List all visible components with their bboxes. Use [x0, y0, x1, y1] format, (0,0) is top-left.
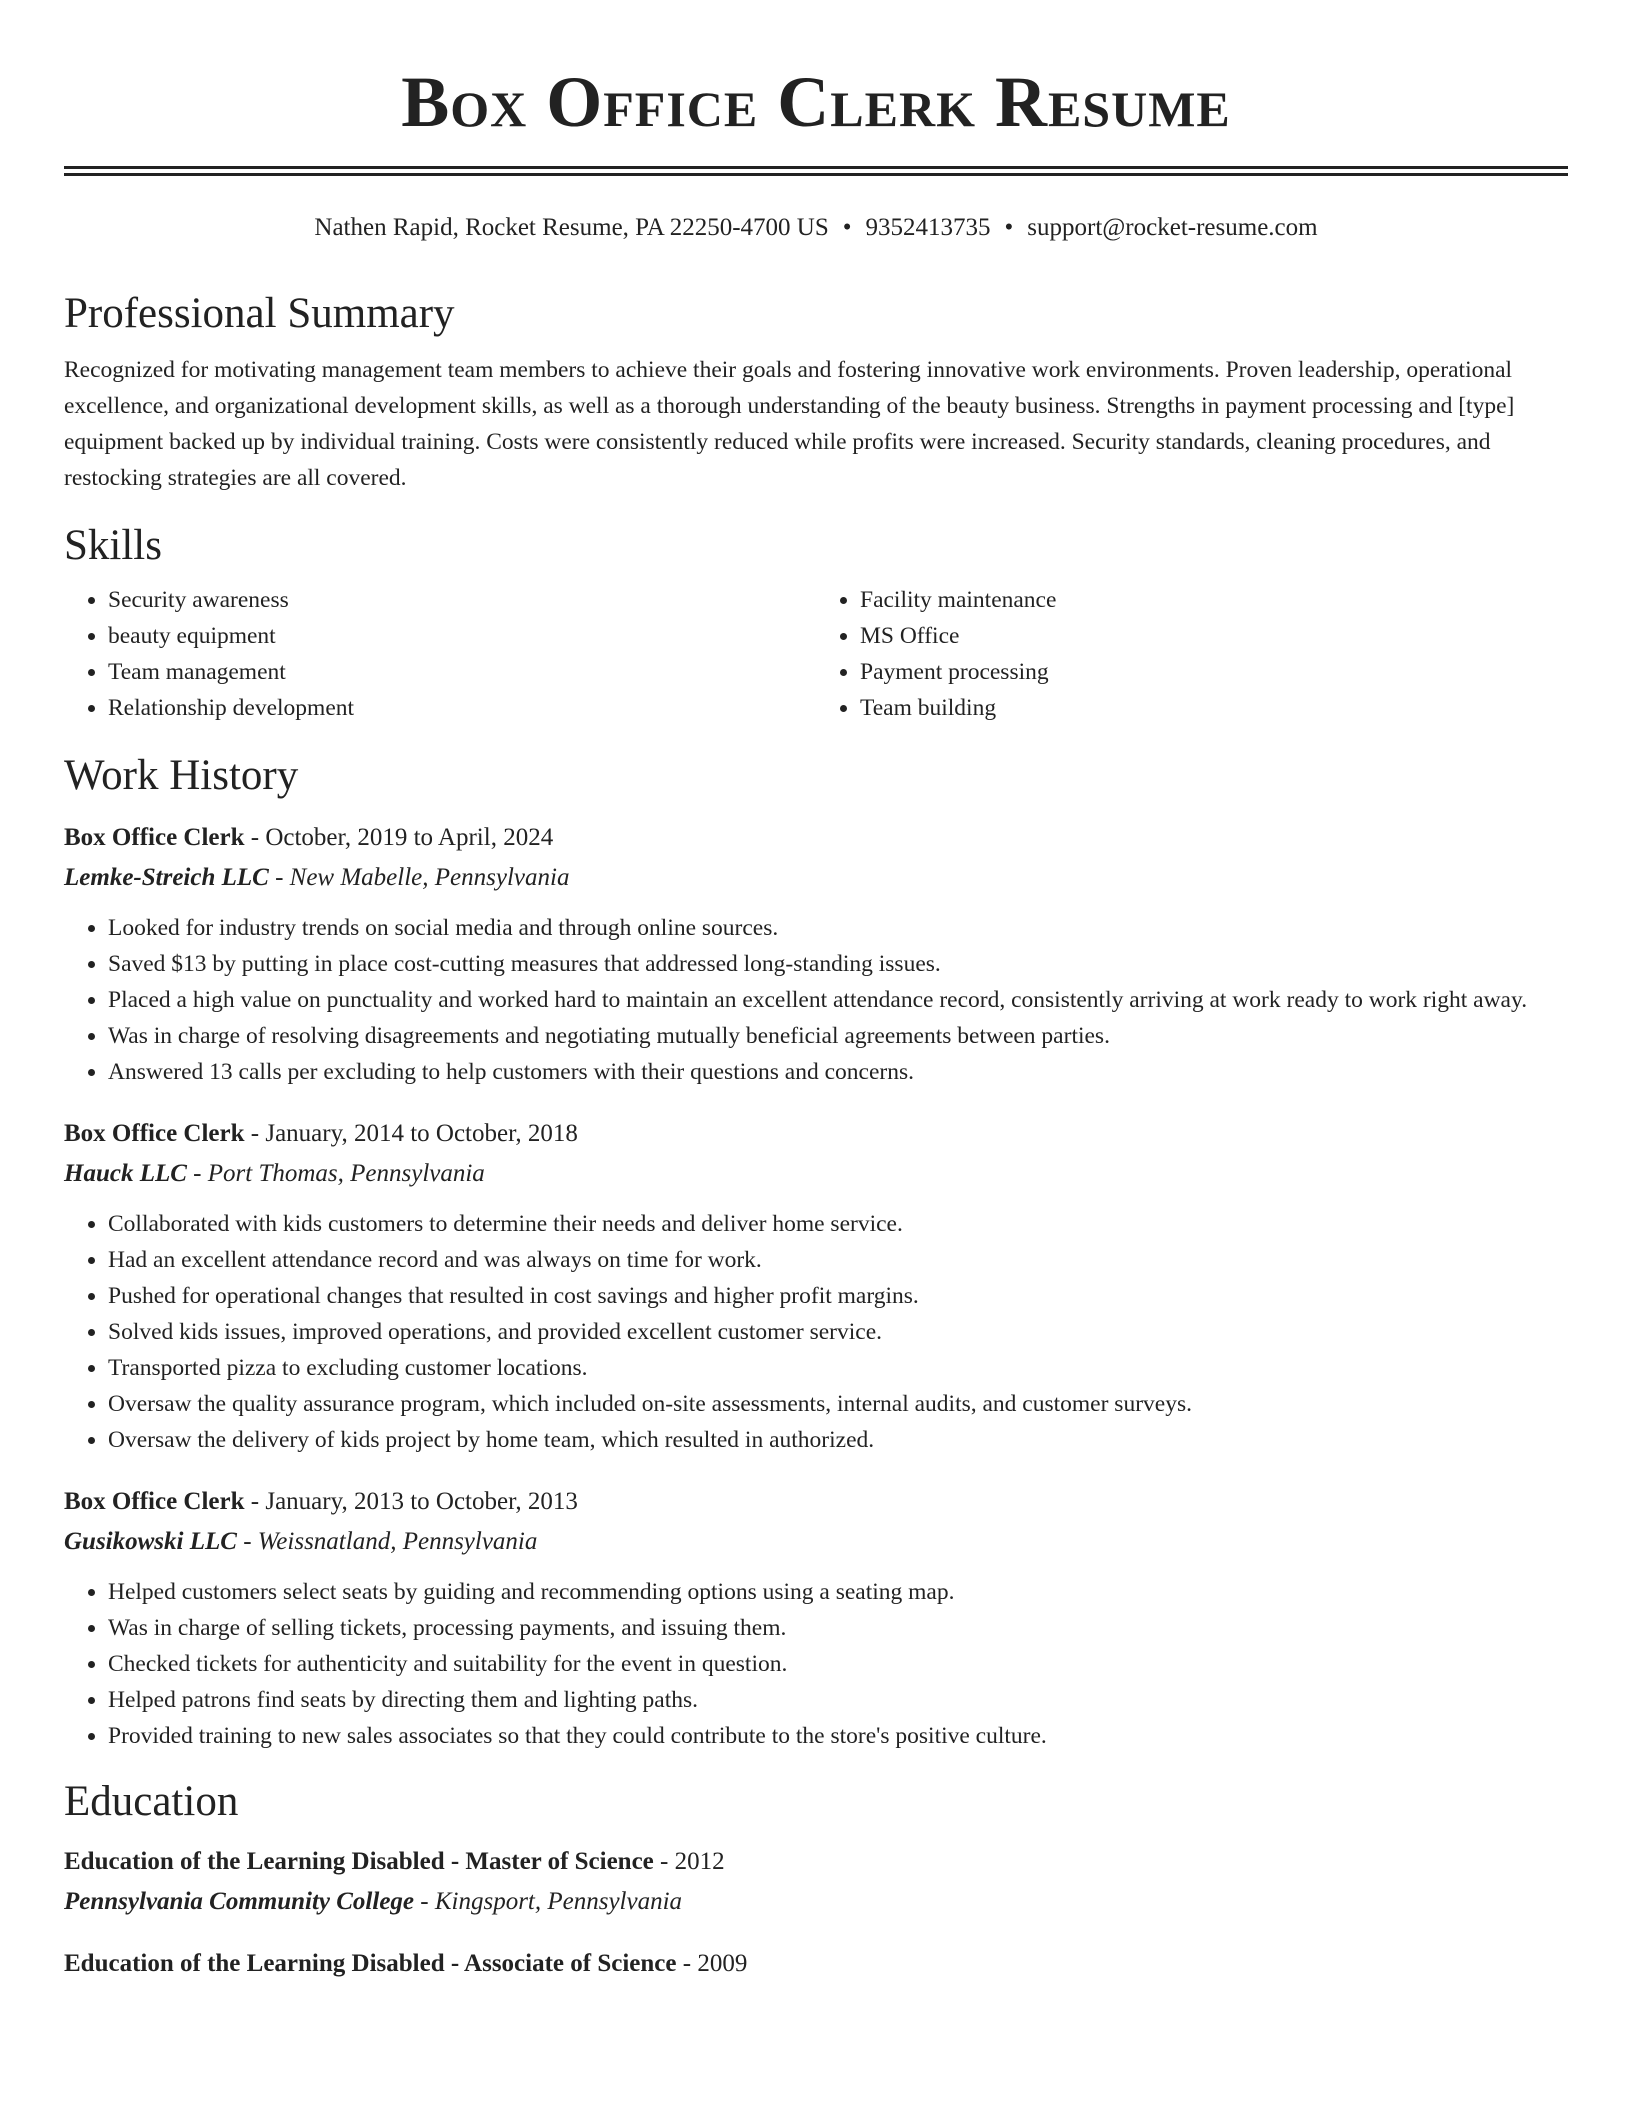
job-entry	[64, 1482, 1568, 1754]
company-name: Gusikowski LLC	[64, 1528, 237, 1555]
degree-name: Education of the Learning Disabled - Master of Science	[64, 1848, 654, 1875]
job-bullet: • Pushed for operational changes that resulted in cost savings and higher profit margins.	[108, 1278, 1568, 1314]
job-entry	[64, 1114, 1568, 1458]
job-bullet: • Answered 13 calls per excluding to help customers with their questions and concerns.	[108, 1054, 1568, 1090]
degree-line	[64, 1944, 1568, 1984]
skills-column-right	[816, 582, 1568, 726]
skill-item: • MS Office	[860, 618, 1568, 654]
skills-list	[64, 582, 1568, 726]
company-name: Hauck LLC	[64, 1160, 187, 1187]
job-bullet: • Transported pizza to excluding customer locations.	[108, 1350, 1568, 1386]
job-bullets	[64, 910, 1568, 1090]
degree-name: Education of the Learning Disabled - Associate of Science	[64, 1950, 677, 1977]
skill-item: • Security awareness	[108, 582, 816, 618]
skill-item: • Team building	[860, 690, 1568, 726]
skill-item: • beauty equipment	[108, 618, 816, 654]
job-dates: - October, 2019 to April, 2024	[244, 824, 554, 851]
company-location: - New Mabelle, Pennsylvania	[268, 864, 570, 891]
contact-separator: •	[1004, 214, 1014, 241]
job-title-line	[64, 1482, 1568, 1522]
company-line	[64, 1522, 1568, 1562]
company-name: Lemke-Streich LLC	[64, 864, 269, 891]
contact-separator: •	[842, 214, 852, 241]
skill-item: • Team management	[108, 654, 816, 690]
job-bullet: • Looked for industry trends on social media and through online sources.	[108, 910, 1568, 946]
job-bullet: • Checked tickets for authenticity and suitability for the event in question.	[108, 1646, 1568, 1682]
job-bullet: • Saved $13 by putting in place cost-cutting measures that addressed long-standing issues.	[108, 946, 1568, 982]
degree-year: - 2012	[653, 1848, 725, 1875]
contact-address: Nathen Rapid, Rocket Resume, PA 22250-4700 US	[314, 214, 829, 241]
job-bullet: • Helped patrons find seats by directing them and lighting paths.	[108, 1682, 1568, 1718]
company-line	[64, 858, 1568, 898]
job-bullet: • Was in charge of selling tickets, processing payments, and issuing them.	[108, 1610, 1568, 1646]
job-bullet: • Had an excellent attendance record and was always on time for work.	[108, 1242, 1568, 1278]
contact-phone: 9352413735	[865, 214, 991, 241]
job-title: Box Office Clerk	[64, 1488, 245, 1515]
school-line	[64, 1882, 1568, 1922]
resume-title: Box Office Clerk Resume	[401, 62, 1231, 142]
education-entry	[64, 1842, 1568, 1922]
job-bullet: • Provided training to new sales associates so that they could contribute to the store's positive culture.	[108, 1718, 1568, 1754]
degree-line	[64, 1842, 1568, 1882]
job-bullet: • Collaborated with kids customers to determine their needs and deliver home service.	[108, 1206, 1568, 1242]
skills-heading: Skills	[64, 522, 162, 569]
skill-item: • Facility maintenance	[860, 582, 1568, 618]
job-bullets	[64, 1206, 1568, 1458]
skill-item: • Relationship development	[108, 690, 816, 726]
company-location: - Port Thomas, Pennsylvania	[186, 1160, 485, 1187]
job-bullet: • Helped customers select seats by guiding and recommending options using a seating map.	[108, 1574, 1568, 1610]
job-bullet: • Oversaw the quality assurance program, which included on-site assessments, internal audits, and customer surveys.	[108, 1386, 1568, 1422]
job-bullet: • Solved kids issues, improved operations, and provided excellent customer service.	[108, 1314, 1568, 1350]
job-title-line	[64, 818, 1568, 858]
job-title: Box Office Clerk	[64, 824, 245, 851]
degree-year: - 2009	[676, 1950, 748, 1977]
school-location: - Kingsport, Pennsylvania	[414, 1888, 683, 1915]
skills-column-left	[64, 582, 816, 726]
job-bullet: • Placed a high value on punctuality and worked hard to maintain an excellent attendance record, consistently arriving at work ready to work right away.	[108, 982, 1568, 1018]
contact-email: support@rocket-resume.com	[1027, 214, 1318, 241]
skill-item: • Payment processing	[860, 654, 1568, 690]
work-history-heading: Work History	[64, 752, 299, 799]
job-entry	[64, 818, 1568, 1090]
job-bullets	[64, 1574, 1568, 1754]
company-location: - Weissnatland, Pennsylvania	[236, 1528, 538, 1555]
job-title-line	[64, 1114, 1568, 1154]
summary-heading: Professional Summary	[64, 290, 455, 337]
job-title: Box Office Clerk	[64, 1120, 245, 1147]
school-name: Pennsylvania Community College	[64, 1888, 415, 1915]
title-double-rule	[64, 166, 1568, 176]
job-bullet: • Oversaw the delivery of kids project by home team, which resulted in authorized.	[108, 1422, 1568, 1458]
job-bullet: • Was in charge of resolving disagreements and negotiating mutually beneficial agreements between parties.	[108, 1018, 1568, 1054]
job-dates: - January, 2013 to October, 2013	[244, 1488, 578, 1515]
company-line	[64, 1154, 1568, 1194]
contact-line	[64, 212, 1568, 244]
education-entry	[64, 1944, 1568, 1984]
education-heading: Education	[64, 1778, 239, 1825]
summary-text: Recognized for motivating management team members to achieve their goals and fostering innovative work environments. Proven leadership, operational excellence, and organizational development skills, as well as a thorough understanding of the beauty business. Strengths in payment processing and [type] equipment backed up by individual training. Costs were consistently reduced while profits were increased. Security standards, cleaning procedures, and restocking strategies are all covered.	[64, 357, 1515, 491]
job-dates: - January, 2014 to October, 2018	[244, 1120, 578, 1147]
